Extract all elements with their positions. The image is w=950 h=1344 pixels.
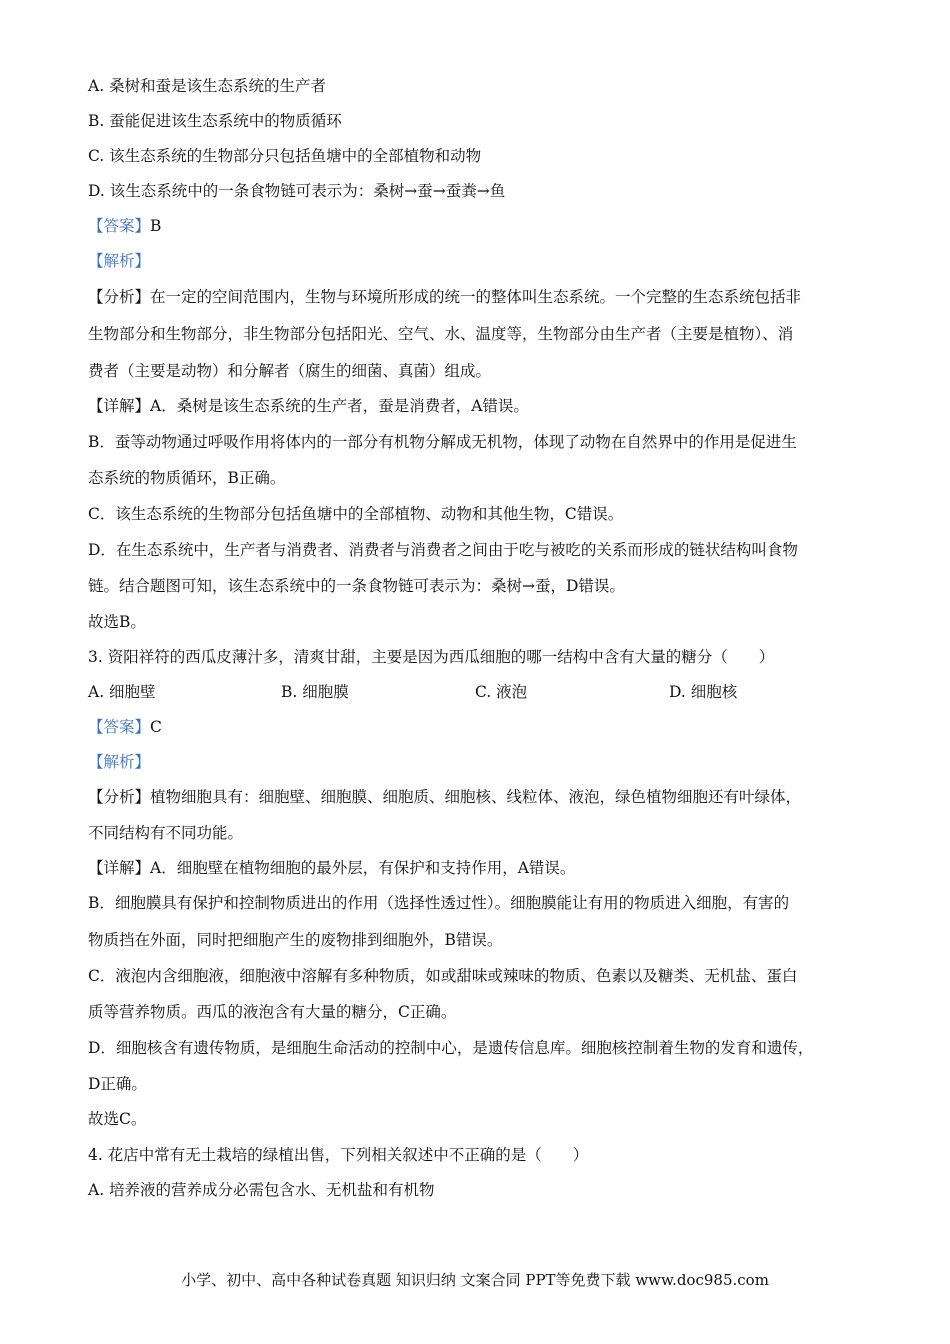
- q2-option-c: C. 该生态系统的生物部分只包括鱼塘中的全部植物和动物: [88, 147, 482, 165]
- q2-detail-line-4: C．该生态系统的生物部分包括鱼塘中的全部植物、动物和其他生物，C错误。: [88, 505, 624, 523]
- analysis-text: 植物细胞具有：细胞壁、细胞膜、细胞质、细胞核、线粒体、液泡，绿色植物细胞还有叶绿体，: [150, 788, 802, 806]
- q2-analysis-line-3: 费者（主要是动物）和分解者（腐生的细菌、真菌）组成。: [88, 362, 492, 380]
- q3-detail-line-6: D．细胞核含有遗传物质，是细胞生命活动的控制中心，是遗传信息库。细胞核控制着生物的发育和遗传，: [88, 1039, 814, 1057]
- q2-option-d: D. 该生态系统中的一条食物链可表示为：桑树→蚕→蚕粪→鱼: [88, 182, 506, 200]
- q3-conclusion: 故选C。: [88, 1110, 147, 1128]
- analysis-tag: 【分析】: [88, 788, 151, 806]
- q3-option-d: D. 细胞核: [669, 683, 738, 701]
- q3-stem: 3. 资阳祥符的西瓜皮薄汁多，清爽甘甜，主要是因为西瓜细胞的哪一结构中含有大量的糖分（ ）: [88, 648, 775, 666]
- q2-answer: [88, 216, 161, 236]
- q2-detail-line-6: 链。结合题图可知，该生态系统中的一条食物链可表示为：桑树→蚕，D错误。: [88, 577, 625, 595]
- detail-tag: 【详解】: [88, 859, 151, 877]
- q3-option-a: A. 细胞壁: [88, 683, 156, 701]
- q2-analysis-line-2: 生物部分和生物部分，非生物部分包括阳光、空气、水、温度等，生物部分由生产者（主要是植物）、消: [88, 325, 794, 343]
- answer-value: B: [150, 217, 162, 235]
- q3-detail-line-3: 物质挡在外面，同时把细胞产生的废物排到细胞外，B错误。: [88, 931, 503, 949]
- detail-tag: 【详解】: [88, 397, 151, 415]
- q2-analysis-line-1: [88, 287, 801, 307]
- detail-text: A．桑树是该生态系统的生产者，蚕是消费者，A错误。: [150, 397, 529, 415]
- q3-answer: [88, 717, 162, 737]
- q2-detail-line-5: D．在生态系统中，生产者与消费者、消费者与消费者之间由于吃与被吃的关系而形成的链状结构叫食物: [88, 541, 798, 559]
- q2-detail-line-1: [88, 396, 529, 416]
- q2-detail-line-2: B．蚕等动物通过呼吸作用将体内的一部分有机物分解成无机物，体现了动物在自然界中的作用是促进生: [88, 433, 797, 451]
- answer-tag: 【答案】: [88, 217, 151, 235]
- q4-option-a: A. 培养液的营养成分必需包含水、无机盐和有机物: [88, 1181, 435, 1199]
- q2-option-a: A. 桑树和蚕是该生态系统的生产者: [88, 77, 327, 95]
- q3-option-c: C. 液泡: [475, 683, 528, 701]
- q3-detail-line-2: B．细胞膜具有保护和控制物质进出的作用（选择性透过性）。细胞膜能让有用的物质进入细胞，有害的: [88, 894, 790, 912]
- q3-analysis-line-1: [88, 787, 801, 807]
- analysis-text: 在一定的空间范围内，生物与环境所形成的统一的整体叫生态系统。一个完整的生态系统包括非: [150, 288, 802, 306]
- q3-analysis-line-2: 不同结构有不同功能。: [88, 824, 244, 842]
- detail-text: A．细胞壁在植物细胞的最外层，有保护和支持作用，A错误。: [150, 859, 576, 877]
- q3-jiexi-tag: 【解析】: [88, 753, 151, 771]
- q3-detail-line-1: [88, 858, 575, 878]
- q3-detail-line-5: 质等营养物质。西瓜的液泡含有大量的糖分，C正确。: [88, 1003, 457, 1021]
- q4-stem: 4. 花店中常有无土栽培的绿植出售，下列相关叙述中不正确的是（ ）: [88, 1146, 589, 1164]
- analysis-tag: 【分析】: [88, 288, 151, 306]
- q2-conclusion: 故选B。: [88, 613, 146, 631]
- q3-detail-line-7: D正确。: [88, 1075, 147, 1093]
- q3-option-b: B. 细胞膜: [281, 683, 349, 701]
- answer-value: C: [150, 718, 162, 736]
- q2-detail-line-3: 态系统的物质循环，B正确。: [88, 469, 286, 487]
- page-footer: 小学、初中、高中各种试卷真题 知识归纳 文案合同 PPT等免费下载 www.doc985.com: [181, 1271, 769, 1289]
- q3-detail-line-4: C．液泡内含细胞液，细胞液中溶解有多种物质，如或甜味或辣味的物质、色素以及糖类、无机盐、蛋白: [88, 967, 798, 985]
- q2-option-b: B. 蚕能促进该生态系统中的物质循环: [88, 112, 342, 130]
- answer-tag: 【答案】: [88, 718, 151, 736]
- q2-jiexi-tag: 【解析】: [88, 252, 151, 270]
